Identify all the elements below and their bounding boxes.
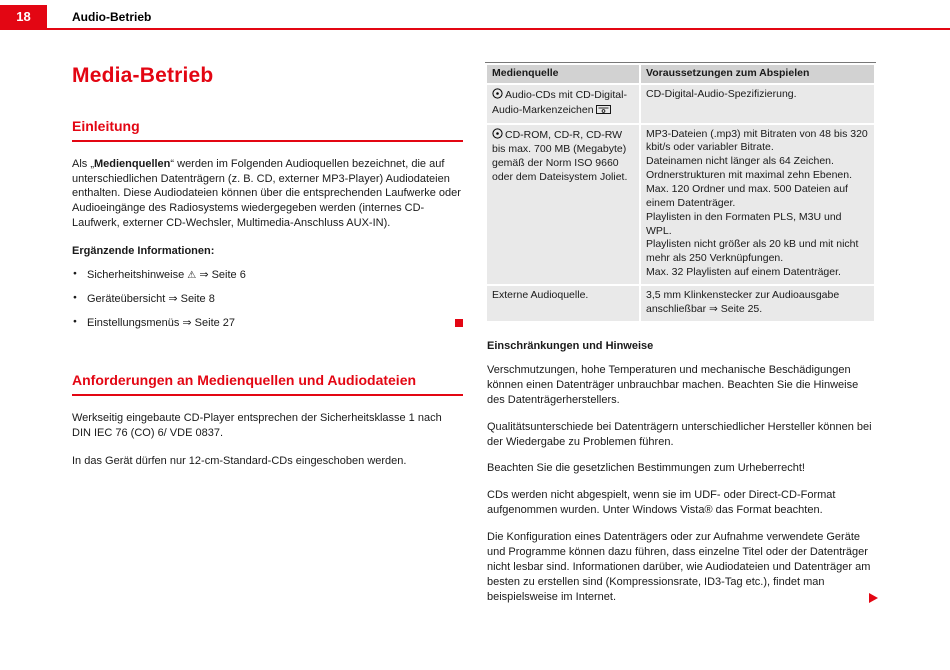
disc-icon bbox=[492, 128, 503, 144]
note-paragraph: Die Konfiguration eines Datenträgers oder zur Aufnahme verwendete Geräte und Programme können dazu führen, dass einzelne Titel oder der Datenträger nicht lesbar sind. Informationen darüber, wie Audiodateien und Datenträger am besten zu erstellen sind (Kompressionsrate, ID3-Tag etc.), findet man beispielsweise im Internet. bbox=[487, 531, 871, 604]
column-header-voraussetzungen: Voraussetzungen zum Abspielen bbox=[641, 65, 874, 83]
requirement-line: Dateinamen nicht länger als 64 Zeichen. bbox=[646, 155, 834, 168]
requirements-cell bbox=[641, 85, 874, 123]
source-cell bbox=[487, 85, 639, 123]
list-item bbox=[72, 316, 463, 331]
source-cell bbox=[487, 125, 639, 284]
section-end-marker bbox=[455, 319, 463, 327]
requirement-line: Playlisten nicht größer als 20 kB und mit nicht mehr als 250 Verknüpfungen. bbox=[646, 238, 859, 265]
page-number-badge: 18 bbox=[0, 5, 47, 28]
disc-icon bbox=[492, 88, 503, 104]
list-item bbox=[72, 292, 463, 307]
page-header bbox=[0, 0, 950, 30]
reference-list bbox=[72, 268, 463, 331]
table-row bbox=[487, 85, 874, 123]
requirement-line: Max. 32 Playlisten auf einem Datenträger. bbox=[646, 266, 841, 279]
note-paragraph: CDs werden nicht abgespielt, wenn sie im UDF- oder Direct-CD-Format aufgenommen wurden. Unter Windows Vista® das Format beachten. bbox=[487, 489, 836, 517]
note-paragraph: Verschmutzungen, hohe Temperaturen und mechanische Beschädigungen können einen Datenträger unbrauchbar machen. Beachten Sie die Hinweise des Datenträgerherstellers. bbox=[487, 363, 859, 406]
supplement-info-label: Ergänzende Informationen: bbox=[72, 245, 215, 258]
list-item-text: Sicherheitshinweise bbox=[87, 269, 185, 282]
requirements-cell bbox=[641, 286, 874, 321]
right-column bbox=[487, 62, 878, 605]
section-heading-anforderungen: Anforderungen an Medienquellen und Audiodateien bbox=[72, 371, 463, 396]
notes-heading: Einschränkungen und Hinweise bbox=[487, 339, 654, 352]
requirement-line: Ordnerstrukturen mit maximal zehn Ebenen. bbox=[646, 169, 853, 182]
source-text: Audio-CDs mit CD-Digital-Audio-Markenzeichen bbox=[492, 88, 627, 116]
intro-bold-term: Medienquellen bbox=[94, 157, 171, 170]
list-item-reference: ⇒ Seite 27 bbox=[182, 317, 236, 330]
notes-section bbox=[487, 339, 878, 605]
table-header-row bbox=[487, 65, 874, 83]
requirement-line: Playlisten in den Formaten PLS, M3U und WPL. bbox=[646, 210, 842, 237]
intro-text-prefix: Als „ bbox=[72, 157, 94, 170]
source-text: Externe Audioquelle. bbox=[492, 289, 589, 302]
chapter-title: Audio-Betrieb bbox=[72, 10, 152, 24]
requirement-line: 3,5 mm Klinkenstecker zur Audioausgabe anschließbar ⇒ Seite 25. bbox=[646, 289, 840, 315]
note-paragraph: Beachten Sie die gesetzlichen Bestimmungen zum Urheberrecht! bbox=[487, 462, 805, 475]
requirement-line: Max. 120 Ordner und max. 500 Dateien auf einem Datenträger. bbox=[646, 183, 848, 209]
section-heading-einleitung: Einleitung bbox=[72, 117, 463, 142]
list-item bbox=[72, 268, 463, 283]
list-item-text: Einstellungsmenüs bbox=[87, 317, 180, 330]
requirement-line: CD-Digital-Audio-Spezifizierung. bbox=[646, 87, 797, 100]
page-content bbox=[0, 62, 950, 605]
source-text: CD-ROM, CD-R, CD-RW bis max. 700 MB (Megabyte) gemäß der Norm ISO 9660 oder dem Dateisystem Joliet. bbox=[492, 128, 628, 184]
left-column bbox=[72, 62, 463, 605]
source-cell bbox=[487, 286, 639, 321]
continuation-arrow-icon bbox=[869, 593, 878, 603]
note-paragraph: Qualitätsunterschiede bei Datenträgern unterschiedlicher Hersteller können bei der Wiedergabe zu Problemen führen. bbox=[487, 420, 872, 448]
list-item-reference: ⇒ Seite 8 bbox=[168, 293, 215, 306]
list-item-text: Geräteübersicht bbox=[87, 293, 166, 306]
requirement-line: MP3-Dateien (.mp3) mit Bitraten von 48 bis 320 kbit/s oder variabler Bitrate. bbox=[646, 127, 868, 154]
intro-text-rest: “ werden im Folgenden Audioquellen bezeichnet, die auf unterschiedlichen Datenträgern (z. B. CD, externer MP3-Player) Audiodateien enthalten. Diese Audiodateien können über die entsprechenden Laufwerke oder Audioeingänge des Radiosystems wiedergegeben werden (internes CD-Laufwerk, externer CD-Wechsler, Multimedia-Anschluss AUX-IN). bbox=[72, 157, 461, 230]
cd-digital-audio-logo-icon bbox=[596, 105, 611, 119]
page-title: Media-Betrieb bbox=[72, 64, 214, 87]
body-paragraph: Werkseitig eingebaute CD-Player entsprechen der Sicherheitsklasse 1 nach DIN IEC 76 (CO) 6/ VDE 0837. bbox=[72, 412, 442, 440]
intro-paragraph bbox=[72, 157, 463, 232]
list-item-reference: ⇒ Seite 6 bbox=[199, 269, 246, 282]
requirements-cell bbox=[641, 125, 874, 284]
column-header-medienquelle: Medienquelle bbox=[487, 65, 639, 83]
body-paragraph: In das Gerät dürfen nur 12-cm-Standard-CDs eingeschoben werden. bbox=[72, 455, 407, 468]
table-row bbox=[487, 286, 874, 321]
warning-icon: ⚠ bbox=[187, 270, 197, 282]
media-source-table bbox=[485, 62, 876, 323]
table-row bbox=[487, 125, 874, 284]
